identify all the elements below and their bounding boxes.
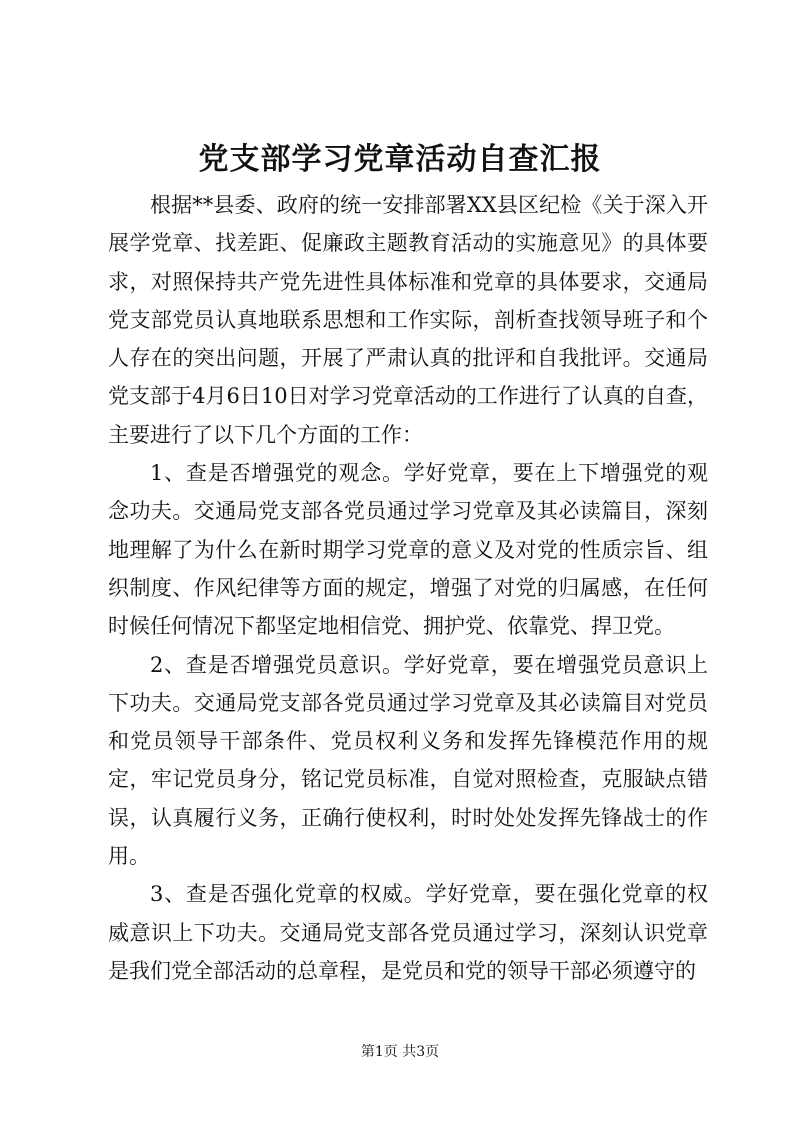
document-title: 党支部学习党章活动自查汇报 xyxy=(198,142,602,177)
section-2-paragraph: 2、查是否增强党员意识。学好党章，要在增强党员意识上下功夫。交通局党支部各党员通过学习党章及其必读篇目对党员和党员领导干部条件、党员权利义务和发挥先锋模范作用的规定，牢记党员身分，铭记党员标准，自觉对照检查，克服缺点错误，认真履行义务，正确行使权利，时时处处发挥先锋战士的作用。 xyxy=(108,652,708,869)
section-3-paragraph: 3、查是否强化党章的权威。学好党章，要在强化党章的权威意识上下功夫。交通局党支部各党员通过学习，深刻认识党章是我们党全部活动的总章程，是党员和党的领导干部必须遵守的 xyxy=(108,882,708,983)
section-1-paragraph: 1、查是否增强党的观念。学好党章，要在上下增强党的观念功夫。交通局党支部各党员通过学习党章及其必读篇目，深刻地理解了为什么在新时期学习党章的意义及对党的性质宗旨、组织制度、作风纪律等方面的规定，增强了对党的归属感，在任何时候任何情况下都坚定地相信党、拥护党、依靠党、捍卫党。 xyxy=(108,461,708,639)
page-footer: 第1页 共3页 xyxy=(360,1044,440,1060)
document-body xyxy=(108,186,708,990)
intro-paragraph: 根据**县委、政府的统一安排部署XX县区纪检《关于深入开展学党章、找差距、促廉政主题教育活动的实施意见》的具体要求，对照保持共产党先进性具体标准和党章的具体要求，交通局党支部党员认真地联系思想和工作实际，剖析查找领导班子和个人存在的突出问题，开展了严肃认真的批评和自我批评。交通局党支部于4月6日10日对学习党章活动的工作进行了认真的自查，主要进行了以下几个方面的工作： xyxy=(108,193,708,447)
